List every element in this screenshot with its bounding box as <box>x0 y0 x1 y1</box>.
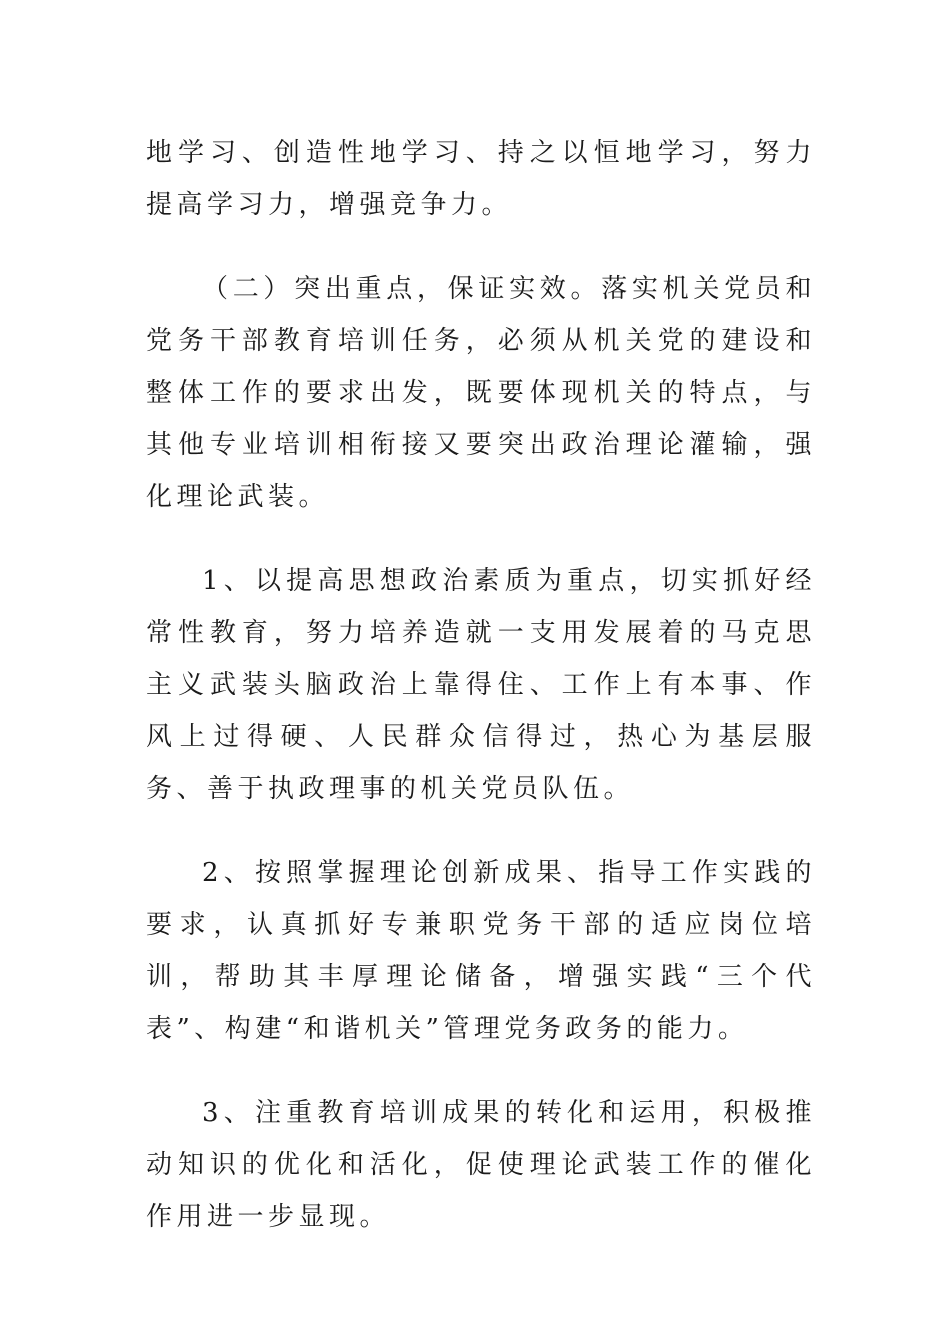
paragraph-item-3: 3、注重教育培训成果的转化和运用，积极推动知识的优化和活化，促使理论武装工作的催化作用进一步显现。 <box>146 1098 816 1232</box>
paragraph-continuation: 地学习、创造性地学习、持之以恒地学习，努力提高学习力，增强竞争力。 <box>146 138 816 220</box>
document-body <box>146 127 816 1275</box>
paragraph-item-2: 2、按照掌握理论创新成果、指导工作实践的要求，认真抓好专兼职党务干部的适应岗位培训，帮助其丰厚理论储备，增强实践“三个代表”、构建“和谐机关”管理党务政务的能力。 <box>146 858 816 1044</box>
paragraph-item-1: 1、以提高思想政治素质为重点，切实抓好经常性教育，努力培养造就一支用发展着的马克思主义武装头脑政治上靠得住、工作上有本事、作风上过得硬、人民群众信得过，热心为基层服务、善于执政理事的机关党员队伍。 <box>146 566 816 804</box>
paragraph-section-two: （二）突出重点，保证实效。落实机关党员和党务干部教育培训任务，必须从机关党的建设和整体工作的要求出发，既要体现机关的特点，与其他专业培训相衔接又要突出政治理论灌输，强化理论武装。 <box>146 274 816 512</box>
